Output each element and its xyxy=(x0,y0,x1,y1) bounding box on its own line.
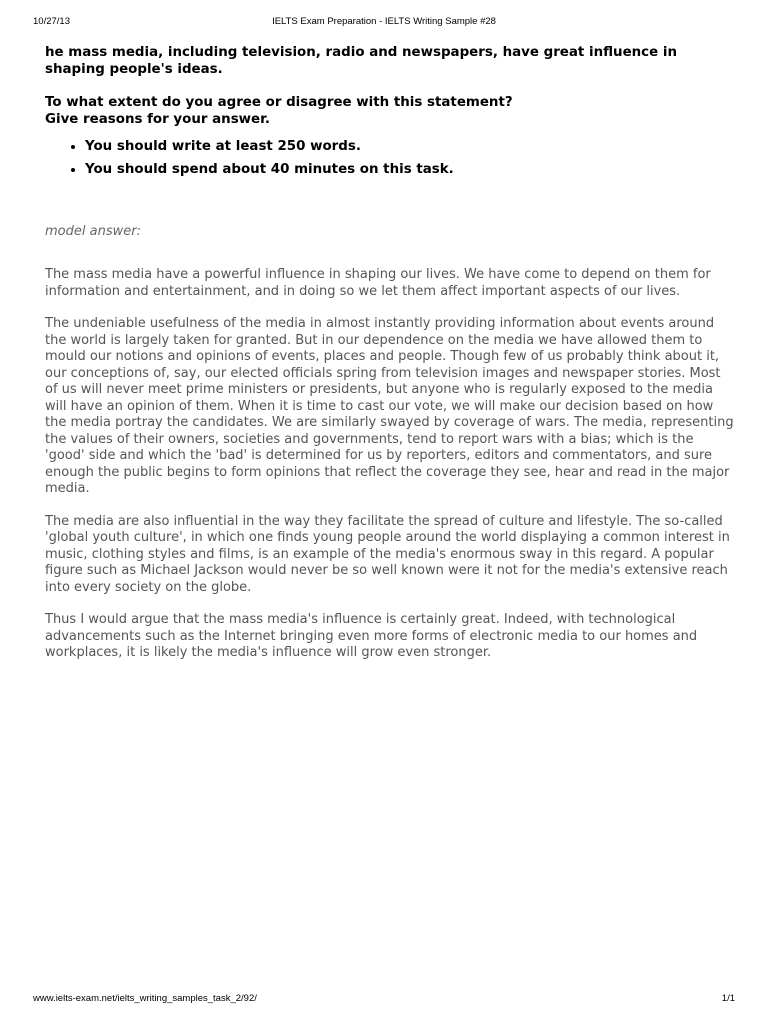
print-footer xyxy=(33,993,735,1007)
answer-paragraph: Thus I would argue that the mass media's influence is certainly great. Indeed, with technological advancements such as the Internet bringing even more forms of electronic media to our homes and workplaces, it is likely the media's influence will grow even stronger. xyxy=(45,612,698,660)
model-answer-body xyxy=(45,267,735,662)
task-instruction-line: Give reasons for your answer. xyxy=(45,112,270,127)
model-answer-label: model answer: xyxy=(45,224,141,239)
requirement-item: • You should spend about 40 minutes on this task. xyxy=(85,161,735,178)
requirement-item: • You should write at least 250 words. xyxy=(85,138,735,155)
task-question xyxy=(45,94,735,128)
print-url: www.ielts-exam.net/ielts_writing_samples_task_2/92/ xyxy=(33,993,257,1004)
print-header xyxy=(33,16,735,30)
page-number: 1/1 xyxy=(721,993,735,1004)
answer-paragraph: The undeniable usefulness of the media in almost instantly providing information about events around the world is largely taken for granted. But in our dependence on the media we have allowed them to mould our notions and opinions of events, places and people. Though few of us probably think about it, our conceptions of, say, our elected officials spring from television images and newspaper stories. Most of us will never meet prime ministers or presidents, but anyone who is regularly exposed to the media will have an opinion of them. When it is time to cast our vote, we will make our decision based on how the media portray the candidates. We are similarly swayed by coverage of wars. The media, representing the values of their owners, societies and governments, tend to report wars with a bias; which is the 'good' side and which the 'bad' is determined for us by reporters, editors and commentators, and sure enough the public begins to form opinions that reflect the coverage they see, hear and read in the major media. xyxy=(45,316,734,496)
article-content xyxy=(45,44,735,662)
print-date: 10/27/13 xyxy=(33,16,70,27)
print-page-title: IELTS Exam Preparation - IELTS Writing Sample #28 xyxy=(272,16,496,27)
requirements-list xyxy=(45,138,735,178)
answer-paragraph: The mass media have a powerful influence in shaping our lives. We have come to depend on them for information and entertainment, and in doing so we let them affect important aspects of our lives. xyxy=(45,267,711,299)
answer-paragraph: The media are also influential in the way they facilitate the spread of culture and lifestyle. The so-called 'global youth culture', in which one finds young people around the world displaying a common interest in music, clothing styles and films, is an example of the media's enormous sway in this regard. A popular figure such as Michael Jackson would never be so well known were it not for the media's extensive reach into every society on the globe. xyxy=(45,513,730,595)
task-prompt: he mass media, including television, radio and newspapers, have great influence in shaping people's ideas. xyxy=(45,45,677,77)
task-question-line: To what extent do you agree or disagree with this statement? xyxy=(45,95,513,110)
